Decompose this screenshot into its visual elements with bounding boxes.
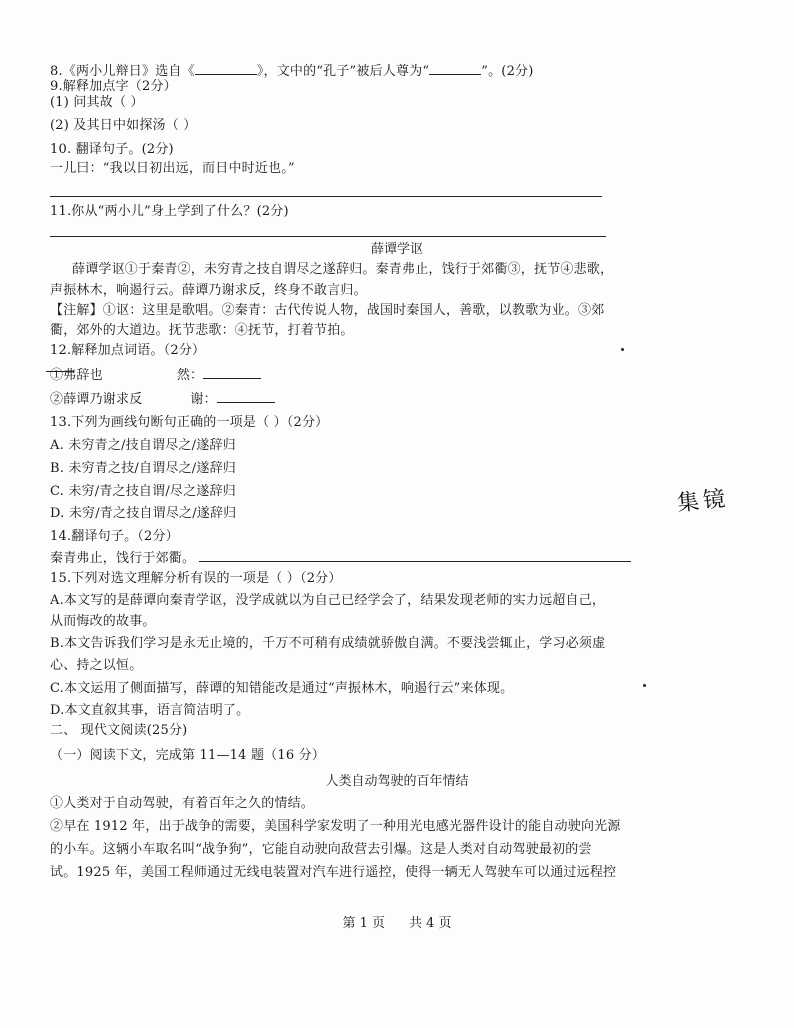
page-number: 第 1 页 — [342, 916, 385, 931]
q12-blank-2[interactable] — [217, 390, 275, 403]
q11-title: 11.你从“两小儿”身上学到了什么？(2分) — [50, 204, 289, 219]
passage2-para-2-line-3: 试。1925 年，美国工程师通过无线电装置对汽车进行遥控，使得一辆无人驾驶车可以通过远程控 — [50, 865, 617, 880]
passage2-para-1: ①人类对于自动驾驶，有着百年之久的情结。 — [50, 796, 315, 811]
q10-sentence: 一儿曰：“我以日初出远，而日中时近也。” — [50, 161, 295, 176]
q8-text-b: 》，文中的“孔子”被后人尊为“ — [256, 64, 430, 79]
q8-blank-1[interactable] — [195, 62, 257, 75]
page-total: 共 4 页 — [409, 916, 452, 931]
q12-row-2 — [50, 390, 275, 408]
q12-blank-1[interactable] — [203, 366, 261, 379]
passage1-line-1: 薛谭学讴①于秦青②，未穷青之技自谓尽之遂辞归。秦青弗止，饯行于郊衢③，抚节④悲歌， — [72, 262, 614, 277]
q12-label-1: 然： — [176, 368, 204, 383]
q12-label-2: 谢： — [190, 392, 217, 407]
q15-title: 15.下列对选文理解分析有误的一项是（ ）（2分） — [50, 571, 342, 586]
passage2-para-2-line-2: 的小车。这辆小车取名叫“战争狗”，它能自动驶向敌营去引爆。这是人类对自动驾驶最初的尝 — [50, 842, 592, 857]
passage1-note-2: 衢，郊外的大道边。抚节悲歌：④抚节，打着节拍。 — [50, 323, 354, 338]
q9-item-2: (2) 及其日中如探汤（ ） — [50, 118, 197, 133]
handwritten-mark — [46, 371, 74, 372]
q10-title: 10. 翻译句子。(2分) — [50, 142, 174, 157]
q14-answer-line[interactable] — [199, 549, 631, 562]
page-footer — [0, 912, 794, 931]
scan-speck — [643, 684, 646, 687]
q13-option-c[interactable]: C. 未穷/青之技自谓/尽之遂辞归 — [50, 484, 236, 499]
q13-title: 13.下列为画线句断句正确的一项是（ ）（2分） — [50, 415, 329, 430]
q12-title: 12.解释加点词语。（2分） — [50, 343, 206, 358]
passage1-note-1: 【注解】①讴：这里是歌唱。②秦青：古代传说人物，战国时秦国人，善歌，以教歌为业。③郊 — [50, 303, 605, 318]
q12-row-1 — [50, 366, 261, 384]
q15-option-b-line-1[interactable]: B.本文告诉我们学习是永无止境的，千万不可稍有成绩就骄傲自满。不要浅尝辄止，学习必须虚 — [50, 636, 606, 651]
q10-answer-line[interactable] — [50, 196, 602, 197]
passage1-title: 薛谭学讴 — [370, 242, 423, 257]
q13-option-a[interactable]: A. 未穷青之/技自谓尽之/遂辞归 — [50, 438, 236, 453]
q15-option-a-line-1[interactable]: A.本文写的是薛谭向秦青学讴，没学成就以为自己已经学会了，结果发现老师的实力远超自己， — [50, 593, 606, 608]
q14-text: 秦青弗止，饯行于郊衢。 — [50, 551, 196, 566]
q14-title: 14.翻译句子。（2分） — [50, 529, 179, 544]
q12-word-1: ①弗辞也 — [50, 368, 103, 383]
handwritten-note: 集镜 — [676, 486, 731, 517]
section-2-title: 二、 现代文阅读(25分) — [50, 723, 188, 738]
q11-answer-line[interactable] — [50, 236, 606, 237]
q9-item-1: (1) 问其故（ ） — [50, 95, 144, 110]
q8-text-a: 8.《两小儿辩日》选自《 — [50, 64, 195, 79]
passage2-para-2-line-1: ②早在 1912 年，出于战争的需要，美国科学家发明了一种用光电感光器件设计的能自动驶向光源 — [50, 819, 621, 834]
q8-text-c: ”。(2分) — [481, 64, 534, 79]
q15-option-c[interactable]: C.本文运用了侧面描写，薛谭的知错能改是通过“声振林木，响遏行云”来体现。 — [50, 681, 514, 696]
scan-speck — [621, 348, 624, 351]
passage2-title: 人类自动驾驶的百年情结 — [325, 774, 469, 789]
section-2-instruction: （一）阅读下文，完成第 11—14 题（16 分） — [50, 748, 326, 763]
passage1-line-2: 声振林木，响遏行云。薛谭乃谢求反，终身不敢言归。 — [50, 283, 367, 298]
q15-option-a-line-2: 从而悔改的故事。 — [50, 614, 156, 629]
q15-option-b-line-2: 心、持之以恒。 — [50, 658, 143, 673]
q14-sentence — [50, 549, 631, 567]
q15-option-d[interactable]: D.本文直叙其事，语言简洁明了。 — [50, 703, 250, 718]
q8-blank-2[interactable] — [429, 62, 481, 75]
q9-title: 9.解释加点字（2分） — [50, 79, 177, 94]
q13-option-d[interactable]: D. 未穷/青之技自谓尽之/遂辞归 — [50, 506, 237, 521]
q13-option-b[interactable]: B. 未穷青之技/自谓尽之/遂辞归 — [50, 461, 236, 476]
q12-word-2: ②薛谭乃谢求反 — [50, 392, 143, 407]
